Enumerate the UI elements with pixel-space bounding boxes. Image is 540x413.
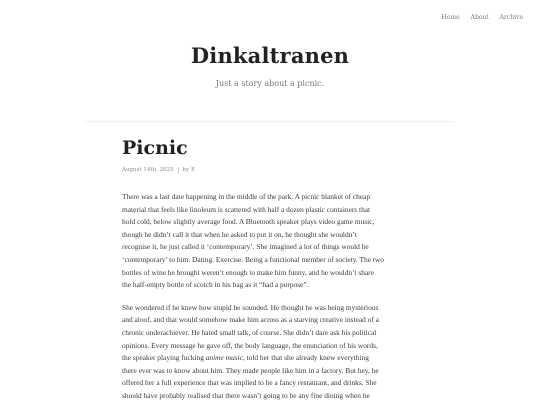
text-line-with-emphasis <box>122 352 418 365</box>
text-line: ‘contemporary’ to him. Dating. Exercise. Being a functional member of society. The two <box>122 254 384 264</box>
text-line: chronic underachiever. He hated small talk, of course. She didn’t dare ask his political <box>122 327 377 337</box>
text-line: There was a last date happening in the middle of the park. A picnic blanket of cheap <box>122 192 371 201</box>
post-date: August 14th, 2025 <box>122 167 174 173</box>
post-paragraph-2 <box>122 302 418 403</box>
text-line: opinions. Every message he gave off, the body language, the enunciation of his words, <box>122 340 378 350</box>
post-paragraph-1 <box>122 191 418 292</box>
post-article <box>122 136 418 413</box>
header-divider <box>86 121 454 122</box>
site-description: Just a story about a picnic. <box>215 79 325 88</box>
text-line: recognise it, he just called it ‘contemporary’. She imagined a lot of things would be <box>122 242 369 252</box>
nav-archive-link[interactable]: Archive <box>499 14 523 21</box>
top-navigation <box>442 14 523 21</box>
text-line: there ever was to know about him. They made people like him in a factory. But hey, he <box>122 365 379 375</box>
text-line: though he didn’t call it that when he asked to put it on, he thought she wouldn’t <box>122 229 357 239</box>
post-meta <box>122 166 418 174</box>
site-title[interactable]: Dinkaltranen <box>190 43 350 68</box>
text-line: She wondered if he knew how stupid he sounded. He thought he was being mysterious <box>122 302 379 312</box>
text-line: should have probably realised that there wasn’t going to be any fine dining when he <box>122 390 370 400</box>
text-line: offered her a full experience that was implied to be a fancy restaurant, and drinks. She <box>122 378 377 388</box>
post-title: Picnic <box>122 137 188 159</box>
text-line: hold cold, below slightly average food. A Bluetooth speaker plays video game music, <box>122 217 375 227</box>
site-header <box>0 44 540 89</box>
post-body <box>122 191 418 403</box>
text-line: the half-empty bottle of scotch in his bag as it “had a purpose”. <box>122 280 309 290</box>
nav-about-link[interactable]: About <box>470 14 489 21</box>
post-author: by E <box>182 167 196 173</box>
nav-home-link[interactable]: Home <box>441 14 460 21</box>
meta-separator <box>178 167 179 174</box>
text-line: material that feels like linoleum is scattered with half a dozen plastic containers that <box>122 204 371 214</box>
text-segment: the speaker playing fucking <box>122 353 206 363</box>
emphasis-text: anime music <box>205 353 243 363</box>
text-line: and aloof, and that would somehow make him across as a starving creative instead of a <box>122 315 379 325</box>
text-line: bottles of wine he brought weren’t enough to make him funny, and he wouldn’t share <box>122 267 374 277</box>
text-segment: , told her that she already knew everything <box>242 353 369 363</box>
